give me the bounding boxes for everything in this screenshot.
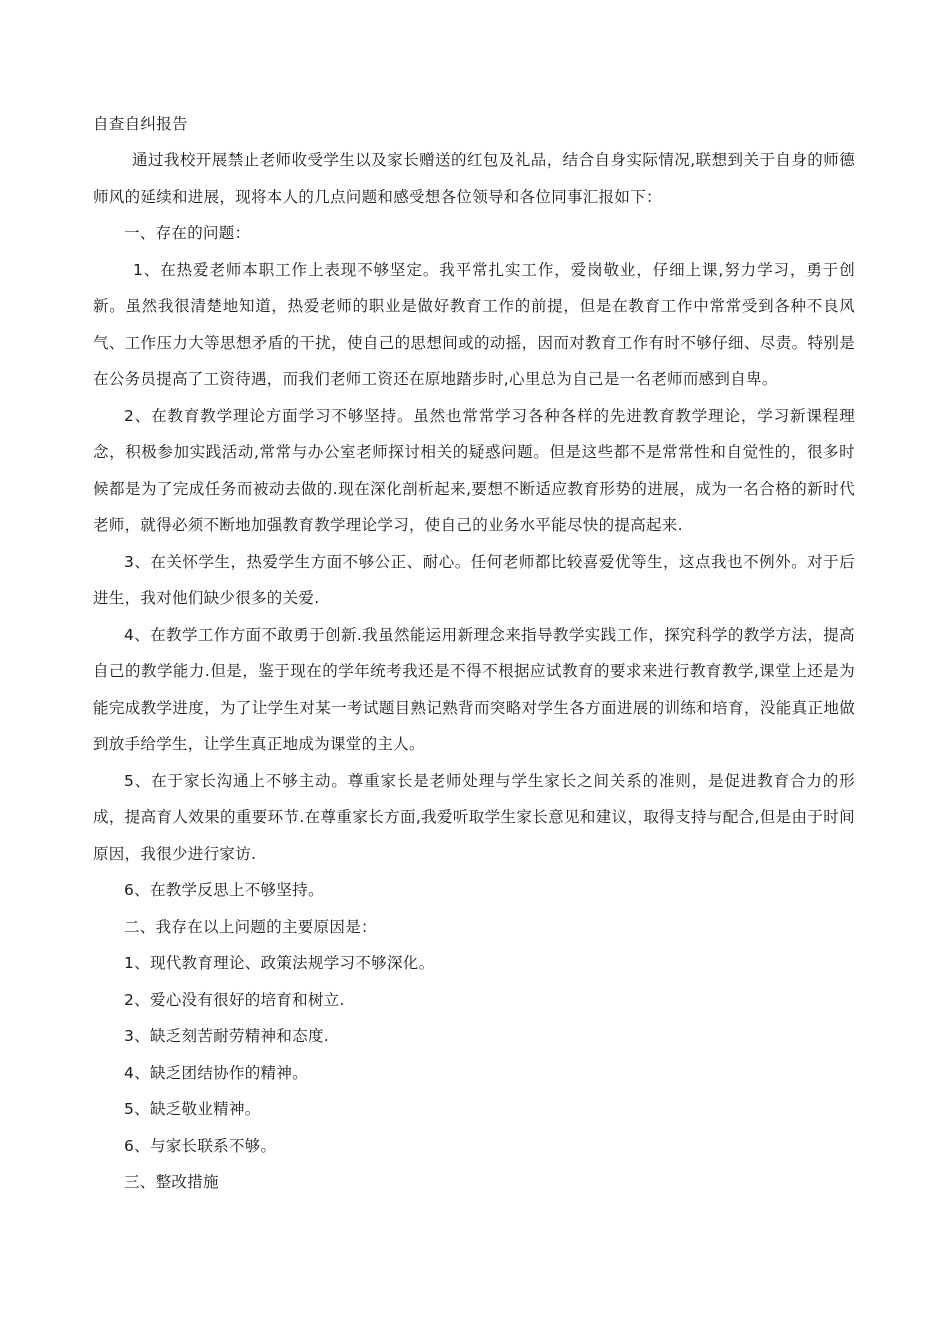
section-3-heading: 三、整改措施 <box>124 1173 219 1191</box>
document-page <box>93 106 855 1201</box>
problem-6-paragraph: 6、在教学反思上不够坚持。 <box>124 881 324 899</box>
reason-3-item: 3、缺乏刻苦耐劳精神和态度. <box>124 1027 329 1045</box>
reason-2-item: 2、爱心没有很好的培育和树立. <box>124 990 345 1009</box>
problem-4-paragraph: 4、在教学工作方面不敢勇于创新.我虽然能运用新理念来指导教学实践工作，探究科学的教学方法，提高自己的教学能力.但是，鉴于现在的学年统考我还是不得不根据应试教育的要求来进行教育教学,课堂上还是为能完成教学进度，为了让学生对某一考试题目熟记熟背而突略对学生各方面进展的训练和培育，没能真正地做到放手给学生，让学生真正地成为课堂的主人。 <box>93 625 855 753</box>
document-title: 自查自纠报告 <box>93 115 188 133</box>
reason-5-item: 5、缺乏敬业精神。 <box>124 1100 261 1118</box>
section-2-heading: 二、我存在以上问题的主要原因是： <box>124 917 377 936</box>
problem-5-paragraph: 5、在于家长沟通上不够主动。尊重家长是老师处理与学生家长之间关系的准则，是促进教育合力的形成，提高育人效果的重要环节.在尊重家长方面,我爱听取学生家长意见和建议，取得支持与配合,但是由于时间原因，我很少进行家访. <box>93 771 855 863</box>
problem-3-paragraph: 3、在关怀学生，热爱学生方面不够公正、耐心。任何老师都比较喜爱优等生，这点我也不例外。对于后进生，我对他们缺少很多的关爱. <box>93 552 855 607</box>
reason-1-item: 1、现代教育理论、政策法规学习不够深化。 <box>124 954 435 972</box>
problem-2-paragraph: 2、在教育教学理论方面学习不够坚持。虽然也常常学习各种各样的先进教育教学理论，学习新课程理念，积极参加实践活动,常常与办公室老师探讨相关的疑惑问题。但是这些都不是常常性和自觉性的，很多时候都是为了完成任务而被动去做的.现在深化剖析起来,要想不断适应教育形势的进展，成为一名合格的新时代老师，就得必须不断地加强教育教学理论学习，使自己的业务水平能尽快的提高起来. <box>93 406 855 534</box>
reason-4-item: 4、缺乏团结协作的精神。 <box>124 1063 308 1082</box>
section-1-heading: 一、存在的问题： <box>124 224 251 242</box>
reason-6-item: 6、与家长联系不够。 <box>124 1136 277 1155</box>
intro-paragraph: 通过我校开展禁止老师收受学生以及家长赠送的红包及礼品，结合自身实际情况,联想到关于自身的师德师风的延续和进展，现将本人的几点问题和感受想各位领导和各位同事汇报如下： <box>93 151 855 206</box>
problem-1-paragraph: 1、在热爱老师本职工作上表现不够坚定。我平常扎实工作，爱岗敬业，仔细上课,努力学习，勇于创新。虽然我很清楚地知道，热爱老师的职业是做好教育工作的前提，但是在教育工作中常常受到各种不良风气、工作压力大等思想矛盾的干扰，使自己的思想间或的动摇，因而对教育工作有时不够仔细、尽责。特别是在公务员提高了工资待遇，而我们老师工资还在原地踏步时,心里总为自己是一名老师而感到自卑。 <box>93 260 855 388</box>
